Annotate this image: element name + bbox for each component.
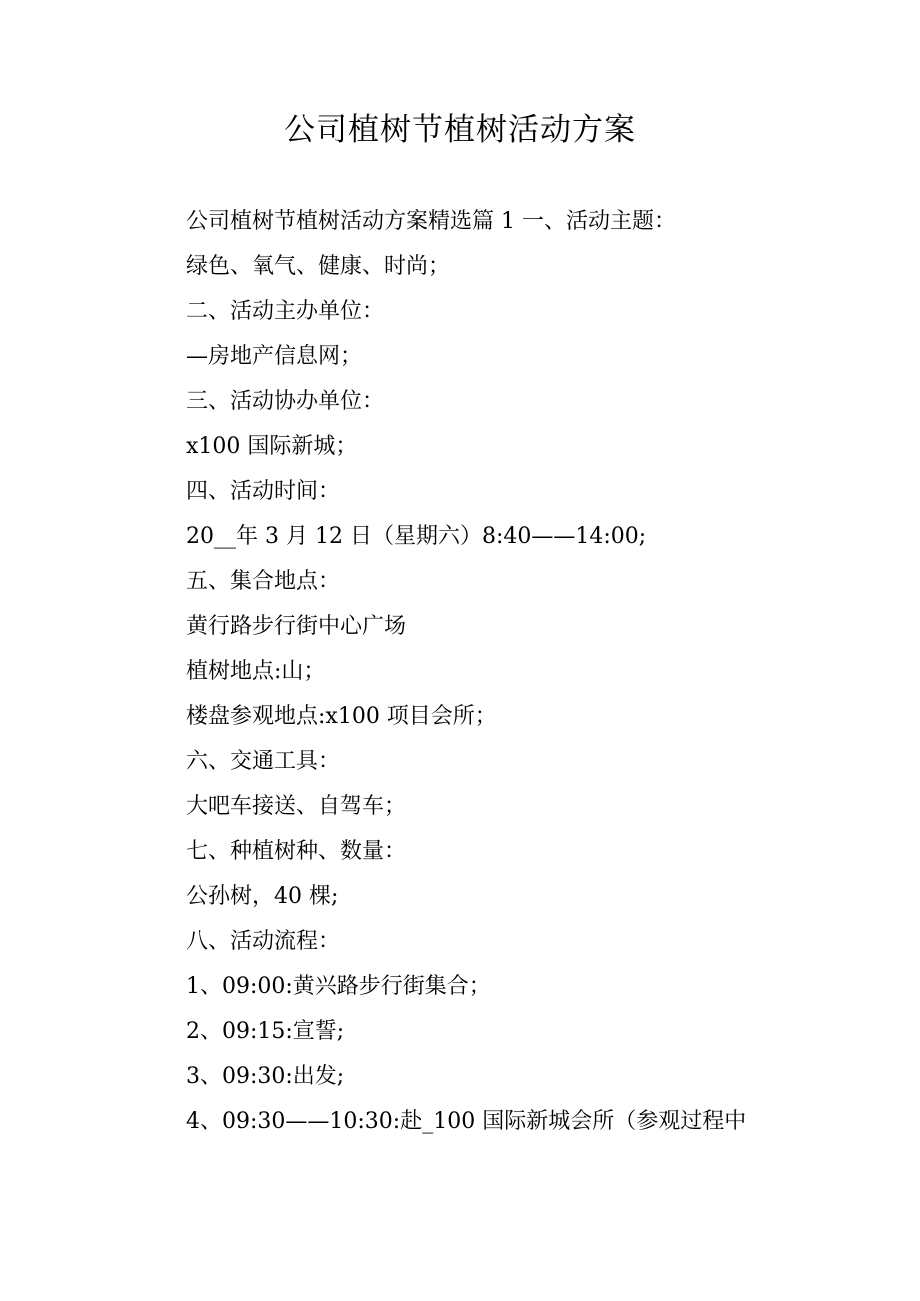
text-line: 楼盘参观地点:x100 项目会所； bbox=[186, 704, 497, 729]
text-line: 4、09:30——10:30:赴_100 国际新城会所（参观过程中 bbox=[186, 1109, 747, 1134]
text-line: 三、活动协办单位： bbox=[186, 389, 385, 414]
text-line: —房地产信息网； bbox=[186, 344, 363, 369]
document-body bbox=[186, 199, 876, 1144]
text-line: 植树地点:山； bbox=[186, 659, 326, 684]
text-line: 大吧车接送、自驾车； bbox=[186, 794, 407, 819]
text-line: 公司植树节植树活动方案精选篇 1 一、活动主题： bbox=[186, 209, 676, 234]
text-line: x100 国际新城； bbox=[186, 434, 358, 459]
text-line: 3、09:30:出发; bbox=[186, 1064, 345, 1089]
text-line: 二、活动主办单位： bbox=[186, 299, 385, 324]
text-line: 七、种植树种、数量： bbox=[186, 839, 407, 864]
text-line: 五、集合地点： bbox=[186, 569, 341, 594]
text-line: 绿色、氧气、健康、时尚； bbox=[186, 254, 451, 279]
document-title: 公司植树节植树活动方案 bbox=[284, 112, 636, 148]
text-line: 公孙树，40 棵; bbox=[186, 884, 339, 909]
text-line: 六、交通工具： bbox=[186, 749, 341, 774]
text-line: 四、活动时间： bbox=[186, 479, 341, 504]
text-line: 2、09:15:宣誓; bbox=[186, 1019, 345, 1044]
text-line: 八、活动流程： bbox=[186, 929, 341, 954]
text-line: 黄行路步行街中心广场 bbox=[186, 614, 407, 639]
text-line: 20__年 3 月 12 日（星期六）8:40——14:00; bbox=[186, 524, 647, 549]
text-line: 1、09:00:黄兴路步行街集合； bbox=[186, 974, 491, 999]
